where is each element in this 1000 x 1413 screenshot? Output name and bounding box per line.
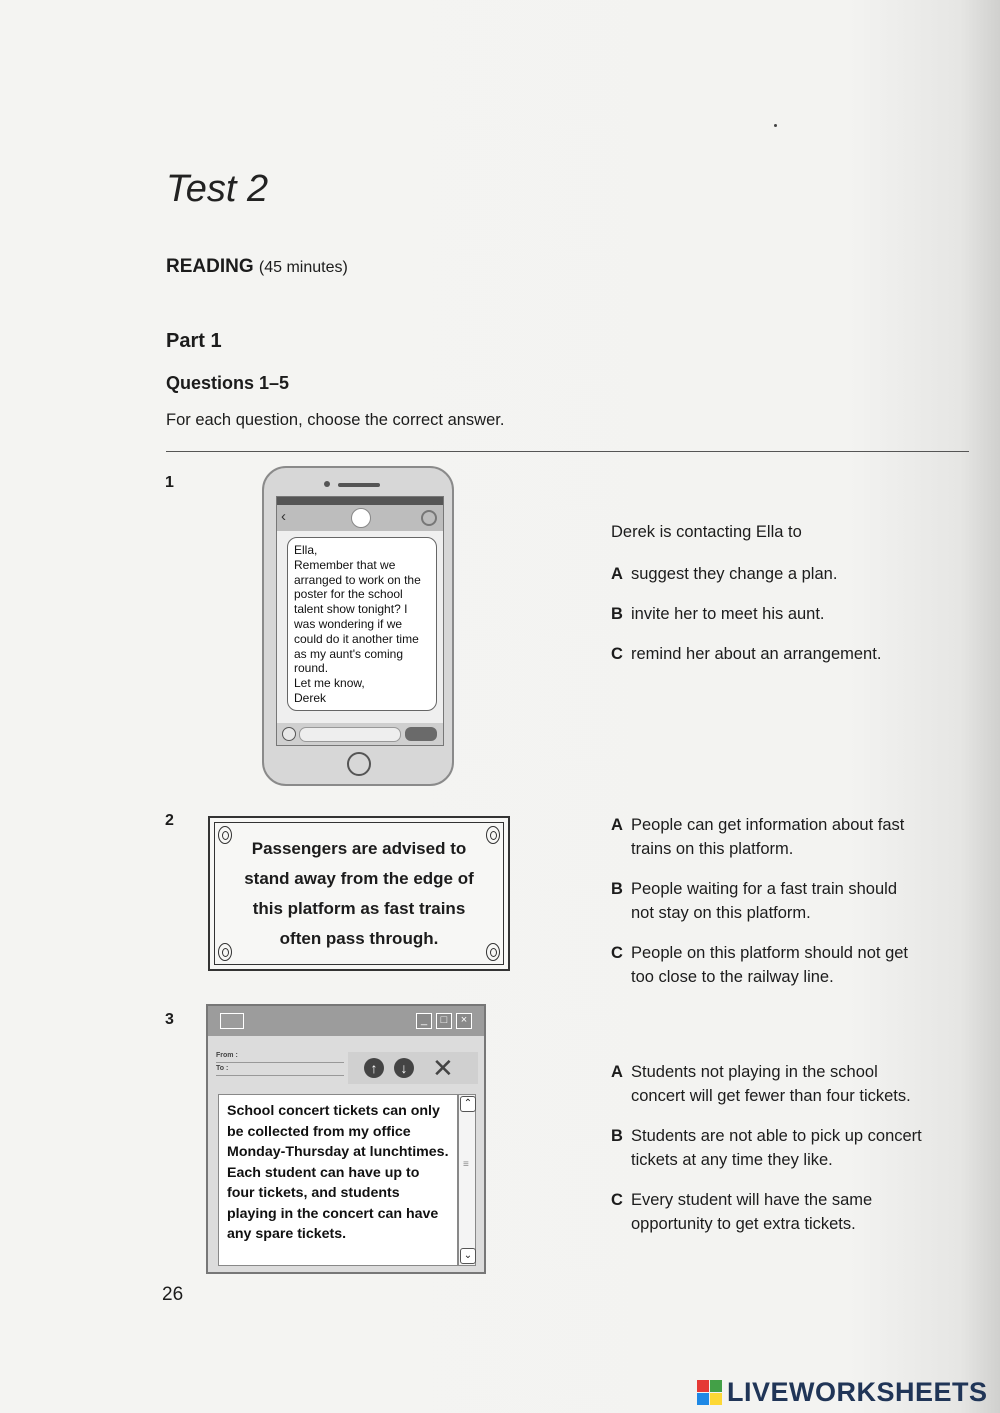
- status-bar: [277, 497, 443, 505]
- question-3-option-b[interactable]: [611, 1124, 922, 1172]
- option-letter: A: [611, 816, 623, 834]
- email-body: School concert tickets can only be collected from my office Monday-Thursday at lunchtimes. Each student can have up to four tickets, and students playing in the concert can have any spare tickets.: [218, 1094, 458, 1266]
- divider: [166, 451, 969, 452]
- option-letter: C: [611, 1191, 623, 1209]
- platform-sign: [208, 816, 510, 971]
- phone-illustration: [262, 466, 454, 786]
- option-text: too close to the railway line.: [631, 968, 834, 986]
- send-button: [405, 727, 437, 741]
- to-label: To :: [216, 1063, 344, 1076]
- question-2-option-a[interactable]: [611, 813, 904, 861]
- option-text: Students not playing in the school: [631, 1063, 878, 1081]
- question-number-2: 2: [165, 812, 174, 829]
- watermark-text: LIVEWORKSHEETS: [727, 1377, 988, 1407]
- option-letter: C: [611, 944, 623, 962]
- from-label: From :: [216, 1050, 344, 1063]
- option-text: remind her about an arrangement.: [631, 645, 882, 663]
- option-text: Every student will have the same: [631, 1191, 873, 1209]
- option-text: Students are not able to pick up concert: [631, 1127, 922, 1145]
- option-letter: C: [611, 645, 623, 663]
- option-text: trains on this platform.: [631, 840, 794, 858]
- text-message: Ella, Remember that we arranged to work on the poster for the school talent show tonight? I was wondering if we could do it another time as my aunt's coming round. Let me know, Derek: [287, 537, 437, 711]
- scrollbar: [458, 1094, 476, 1266]
- part-heading: Part 1: [166, 330, 222, 352]
- question-1-option-c[interactable]: [611, 642, 881, 666]
- screw-icon: [486, 826, 500, 844]
- message-input-bar: [277, 723, 443, 745]
- speck: [774, 124, 777, 127]
- email-nav: [348, 1052, 478, 1084]
- question-2-option-b[interactable]: [611, 877, 897, 925]
- camera-icon: [282, 727, 296, 741]
- maximize-icon: □: [436, 1013, 452, 1029]
- question-number-3: 3: [165, 1011, 174, 1028]
- sign-text: Passengers are advised to stand away from the edge of this platform as fast trains often pass through.: [244, 839, 474, 948]
- envelope-icon: [220, 1013, 244, 1029]
- delete-icon: ✕: [432, 1053, 454, 1083]
- email-window: [206, 1004, 486, 1274]
- window-title-bar: [208, 1006, 484, 1036]
- close-icon: ×: [456, 1013, 472, 1029]
- avatar: [351, 508, 371, 528]
- speaker-icon: [338, 483, 380, 487]
- back-icon: ‹: [281, 508, 286, 525]
- questions-heading: Questions 1–5: [166, 373, 290, 393]
- option-text: People can get information about fast: [631, 816, 905, 834]
- down-arrow-icon: ↓: [394, 1058, 414, 1078]
- option-text: not stay on this platform.: [631, 904, 811, 922]
- question-1-stem: Derek is contacting Ella to: [611, 523, 802, 541]
- option-letter: B: [611, 880, 623, 898]
- scroll-up-icon: ⌃: [460, 1096, 476, 1112]
- question-2-option-c[interactable]: [611, 941, 908, 989]
- option-text: invite her to meet his aunt.: [631, 605, 825, 623]
- home-button: [347, 752, 371, 776]
- settings-icon: [421, 510, 437, 526]
- option-text: People on this platform should not get: [631, 944, 909, 962]
- screw-icon: [486, 943, 500, 961]
- message-field: [299, 727, 401, 742]
- test-title: Test 2: [166, 168, 269, 210]
- option-letter: A: [611, 565, 623, 583]
- question-3-option-a[interactable]: [611, 1060, 911, 1108]
- section-heading: [166, 256, 348, 278]
- option-text: tickets at any time they like.: [631, 1151, 833, 1169]
- email-address-fields: [216, 1050, 344, 1076]
- up-arrow-icon: ↑: [364, 1058, 384, 1078]
- option-letter: A: [611, 1063, 623, 1081]
- option-text: suggest they change a plan.: [631, 565, 838, 583]
- option-letter: B: [611, 1127, 623, 1145]
- section-duration: (45 minutes): [258, 259, 348, 276]
- option-text: concert will get fewer than four tickets.: [631, 1087, 911, 1105]
- chat-header: [277, 505, 443, 531]
- question-number-1: 1: [165, 474, 174, 491]
- option-letter: B: [611, 605, 623, 623]
- liveworksheets-icon: [697, 1380, 723, 1406]
- section-label: READING: [166, 256, 254, 277]
- instruction-text: For each question, choose the correct answer.: [166, 411, 505, 429]
- question-1-option-b[interactable]: [611, 602, 825, 626]
- liveworksheets-logo: [697, 1377, 988, 1408]
- question-3-option-c[interactable]: [611, 1188, 872, 1236]
- question-1-option-a[interactable]: [611, 562, 837, 586]
- page-number: 26: [162, 1284, 184, 1305]
- scroll-down-icon: ⌄: [460, 1248, 476, 1264]
- phone-screen: [276, 496, 444, 746]
- scroll-grip-icon: ≡: [463, 1159, 469, 1170]
- option-text: opportunity to get extra tickets.: [631, 1215, 856, 1233]
- camera-icon: [324, 481, 330, 487]
- option-text: People waiting for a fast train should: [631, 880, 897, 898]
- minimize-icon: _: [416, 1013, 432, 1029]
